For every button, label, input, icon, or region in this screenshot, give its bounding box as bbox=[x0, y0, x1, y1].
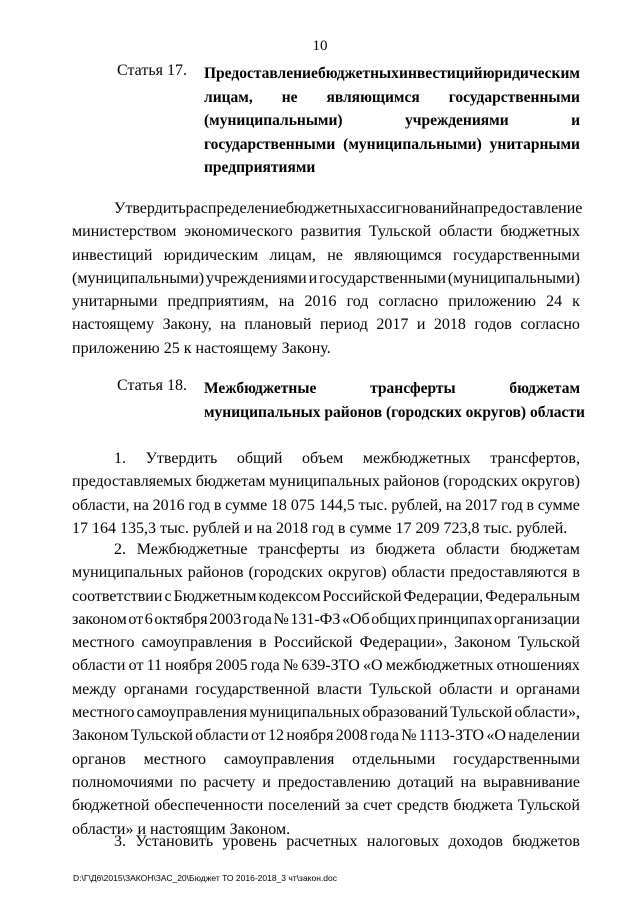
article-17-paragraph bbox=[72, 197, 583, 360]
word: на bbox=[460, 773, 477, 791]
word: учреждениями bbox=[206, 269, 307, 287]
text-line bbox=[204, 156, 580, 180]
word: бюджета bbox=[375, 541, 436, 558]
file-path-footer: D:\Г\Д6\2015\ЗАКОН\ЗАС_20\Бюджет ТО 2016-2018_3 чт\закон.doc bbox=[73, 873, 337, 883]
word: общих bbox=[371, 610, 417, 628]
word: унитарными bbox=[72, 293, 158, 311]
word: области bbox=[445, 541, 500, 558]
text-line bbox=[72, 220, 580, 243]
word: области bbox=[72, 657, 126, 675]
word: (городских bbox=[248, 564, 324, 582]
text-line bbox=[72, 654, 580, 677]
word: тыс. bbox=[358, 496, 388, 514]
page-number: 10 bbox=[312, 38, 328, 54]
text-line bbox=[72, 447, 580, 470]
word: Межбюджетные bbox=[136, 541, 248, 558]
word: доходов bbox=[448, 833, 503, 850]
word: власти bbox=[316, 680, 362, 698]
word: Межбюджетные bbox=[204, 380, 317, 397]
word: «О bbox=[362, 657, 383, 675]
text-line bbox=[72, 561, 580, 584]
word: от bbox=[250, 727, 266, 745]
text-line bbox=[72, 313, 580, 336]
word: общий bbox=[236, 450, 283, 467]
word: 11 bbox=[146, 657, 163, 675]
text-line bbox=[72, 830, 580, 853]
text-line bbox=[72, 724, 580, 747]
word: от bbox=[128, 657, 144, 675]
word: в bbox=[259, 634, 267, 652]
word: бюджетной bbox=[72, 797, 150, 815]
word: 2003 bbox=[209, 610, 242, 628]
word: 2016 bbox=[152, 496, 185, 514]
word: средств bbox=[396, 797, 449, 815]
word: настоящему bbox=[72, 316, 155, 334]
word: в bbox=[213, 496, 222, 514]
word: лицам, bbox=[204, 88, 253, 106]
word: согласно bbox=[378, 293, 439, 311]
word: предоставлению bbox=[277, 773, 391, 791]
word: ноября bbox=[286, 727, 334, 745]
word: бюджетов bbox=[512, 833, 580, 850]
word: и bbox=[262, 773, 271, 791]
word: предоставляются bbox=[449, 564, 568, 582]
word: 6 bbox=[144, 610, 153, 628]
word: муниципальных bbox=[269, 473, 380, 491]
word: Бюджетным bbox=[173, 587, 257, 605]
word: бюджетных bbox=[500, 223, 580, 241]
text-line bbox=[72, 748, 580, 771]
article-18-heading bbox=[204, 377, 585, 424]
word: ноября bbox=[165, 657, 213, 675]
text-line bbox=[72, 517, 580, 540]
text-line bbox=[72, 701, 580, 724]
word: муниципальных bbox=[72, 564, 183, 582]
word: Установить bbox=[135, 833, 214, 850]
word: предприятиям, bbox=[167, 293, 269, 311]
word: приложению 25 к настоящему Закону. bbox=[72, 339, 331, 357]
word: год bbox=[346, 293, 369, 311]
word: и bbox=[571, 112, 580, 129]
word: государственными bbox=[204, 135, 336, 153]
word: 24 bbox=[546, 293, 563, 311]
word: года bbox=[242, 610, 272, 628]
text-line bbox=[72, 794, 580, 817]
word: ассигнований bbox=[365, 200, 459, 217]
word: 2017 bbox=[376, 316, 409, 334]
word: Законом bbox=[454, 634, 511, 652]
word: юридическим bbox=[482, 65, 580, 82]
word: (городских bbox=[443, 473, 518, 491]
word: сумме bbox=[225, 496, 268, 514]
word: поселений bbox=[268, 797, 341, 815]
word: области bbox=[438, 223, 493, 241]
text-line bbox=[204, 86, 580, 110]
article-18-label: Статья 18. bbox=[117, 377, 187, 394]
word: бюджетам bbox=[509, 380, 580, 397]
word: уровень bbox=[222, 833, 277, 850]
word: округов) bbox=[327, 564, 387, 582]
word: области bbox=[439, 680, 493, 698]
word: предприятиями bbox=[204, 159, 316, 176]
word: сумме bbox=[537, 496, 580, 514]
word: 1113-ЗТО bbox=[418, 727, 485, 745]
word: Тульской bbox=[517, 797, 580, 815]
word: области» и настоящим Законом. bbox=[72, 820, 291, 838]
article-18-paragraph-1 bbox=[72, 447, 580, 540]
word: 17 164 135,3 тыс. рублей и на 2018 год в сумме 17 209 723,8 тыс. рублей. bbox=[72, 519, 568, 537]
word: принципах bbox=[417, 610, 493, 628]
word: кодексом bbox=[258, 587, 321, 605]
text-line bbox=[72, 631, 580, 654]
word: органов bbox=[72, 750, 126, 768]
word: учреждениями bbox=[404, 112, 509, 129]
word: Тульской bbox=[369, 680, 432, 698]
word: Закону, bbox=[162, 316, 212, 334]
text-line bbox=[72, 267, 580, 290]
word: бюджета bbox=[453, 797, 514, 815]
word: 131-ФЗ bbox=[290, 610, 341, 628]
word: муниципальных районов (городских округов) области bbox=[204, 403, 585, 421]
word: государственными bbox=[319, 269, 446, 287]
text-line bbox=[204, 109, 580, 133]
word: к bbox=[572, 293, 580, 311]
word: за bbox=[345, 797, 359, 815]
word: расчету bbox=[203, 773, 256, 791]
word: бюджетам bbox=[510, 541, 580, 558]
word: Российской bbox=[322, 587, 402, 605]
word: 2018 bbox=[433, 316, 466, 334]
word: 2008 bbox=[335, 727, 368, 745]
word: 1. bbox=[114, 450, 126, 467]
word: Тульской bbox=[450, 704, 513, 722]
word: год bbox=[188, 496, 211, 514]
word: 639-ЗТО bbox=[301, 657, 360, 675]
word: дотаций bbox=[397, 773, 454, 791]
text-line bbox=[204, 62, 580, 86]
text-line bbox=[72, 244, 580, 267]
word: государственными bbox=[453, 750, 580, 768]
word: обеспеченности bbox=[154, 797, 264, 815]
word: 3. bbox=[114, 833, 126, 850]
word: 12 bbox=[268, 727, 285, 745]
article-17-label: Статья 17. bbox=[117, 62, 187, 79]
word: области», bbox=[514, 704, 580, 722]
word: области, bbox=[72, 496, 130, 514]
word: области bbox=[391, 564, 446, 582]
word: местного bbox=[72, 704, 135, 722]
text-line bbox=[72, 608, 580, 631]
text-line bbox=[72, 678, 580, 701]
word: и bbox=[499, 680, 509, 698]
text-line bbox=[72, 585, 580, 608]
word: районов bbox=[187, 564, 244, 582]
word: года bbox=[250, 657, 280, 675]
word: округов) bbox=[521, 473, 580, 491]
word: соответствии bbox=[72, 587, 163, 605]
text-line bbox=[72, 771, 580, 794]
word: межбюджетных bbox=[385, 657, 494, 675]
word: между bbox=[72, 680, 117, 698]
word: приложению bbox=[448, 293, 536, 311]
word: лицам, bbox=[269, 246, 316, 264]
word: в bbox=[572, 564, 580, 582]
word: Федерации, bbox=[403, 587, 484, 605]
word: экономического bbox=[184, 223, 293, 241]
word: (муниципальными) bbox=[204, 112, 343, 129]
word: муниципальных bbox=[249, 704, 361, 722]
word: межбюджетных bbox=[362, 450, 471, 467]
word: Федеральным bbox=[485, 587, 580, 605]
word: предоставление bbox=[474, 200, 583, 217]
word: (муниципальными) bbox=[72, 269, 205, 287]
word: трансферты bbox=[258, 541, 340, 558]
word: являющимся bbox=[326, 88, 420, 106]
word: 2. bbox=[114, 541, 126, 558]
word: Предоставление bbox=[204, 65, 318, 82]
word: инвестиций bbox=[72, 246, 153, 264]
word: на bbox=[133, 496, 149, 514]
word: являющимся bbox=[354, 246, 442, 264]
text-line bbox=[204, 401, 585, 425]
word: на bbox=[278, 293, 295, 311]
text-line bbox=[72, 494, 580, 517]
word: наделении bbox=[508, 727, 580, 745]
text-line bbox=[72, 337, 580, 360]
word: года bbox=[370, 727, 399, 745]
word: «Об bbox=[341, 610, 370, 628]
word: унитарными bbox=[489, 135, 580, 153]
word: согласно bbox=[520, 316, 580, 334]
text-line bbox=[72, 197, 583, 220]
word: на bbox=[445, 496, 462, 514]
article-17-heading bbox=[204, 62, 580, 180]
word: Законом bbox=[72, 727, 129, 745]
word: предоставляемых bbox=[72, 473, 193, 491]
word: на bbox=[220, 316, 236, 334]
word: полномочиями bbox=[72, 773, 173, 791]
word: самоуправления bbox=[141, 634, 253, 652]
word: государственными bbox=[448, 88, 580, 106]
word: развития bbox=[300, 223, 362, 241]
word: период bbox=[319, 316, 368, 334]
word: № bbox=[282, 657, 299, 675]
word: государственной bbox=[195, 680, 310, 698]
word: районов bbox=[383, 473, 440, 491]
word: Тульской bbox=[130, 727, 193, 745]
word: выравнивание bbox=[483, 773, 580, 791]
word: рублей, bbox=[391, 496, 443, 514]
word: инвестиций bbox=[399, 65, 483, 82]
word: области bbox=[195, 727, 249, 745]
word: самоуправления bbox=[136, 704, 248, 722]
word: с bbox=[164, 587, 172, 605]
word: организации bbox=[494, 610, 580, 628]
word: (муниципальными) bbox=[343, 135, 482, 153]
word: государственными bbox=[453, 246, 580, 264]
word: плановый bbox=[244, 316, 312, 334]
word: Тульской bbox=[368, 223, 432, 241]
word: налоговых bbox=[366, 833, 440, 850]
word: счет bbox=[363, 797, 393, 815]
word: (муниципальными) bbox=[447, 269, 580, 287]
word: на bbox=[458, 200, 475, 217]
word: № bbox=[401, 727, 417, 745]
text-line bbox=[72, 470, 580, 493]
word: министерством bbox=[72, 223, 177, 241]
word: отношениях bbox=[496, 657, 580, 675]
word: Тульской bbox=[517, 634, 580, 652]
word: не bbox=[281, 88, 298, 106]
word: год bbox=[500, 496, 523, 514]
word: расчетных bbox=[286, 833, 358, 850]
word: бюджетных bbox=[318, 65, 399, 82]
word: юридическим bbox=[163, 246, 259, 264]
word: бюджетных bbox=[285, 200, 366, 217]
word: по bbox=[179, 773, 197, 791]
word: октября bbox=[154, 610, 208, 628]
word: 2017 bbox=[465, 496, 498, 514]
word: Утвердить bbox=[145, 450, 218, 467]
word: 2016 bbox=[304, 293, 337, 311]
word: Российской bbox=[273, 634, 353, 652]
word: местного bbox=[143, 750, 207, 768]
word: органами bbox=[123, 680, 188, 698]
word: Федерации», bbox=[359, 634, 448, 652]
word: № bbox=[273, 610, 289, 628]
article-18-paragraph-2 bbox=[72, 538, 580, 841]
word: и bbox=[308, 269, 318, 287]
text-line bbox=[204, 133, 580, 157]
word: отдельными bbox=[352, 750, 436, 768]
word: из bbox=[350, 541, 365, 558]
word: законом bbox=[72, 610, 127, 628]
word: распределение bbox=[185, 200, 286, 217]
word: образований bbox=[362, 704, 448, 722]
word: местного bbox=[72, 634, 135, 652]
word: и bbox=[416, 316, 426, 334]
word: годов bbox=[474, 316, 512, 334]
article-18-paragraph-3 bbox=[72, 830, 580, 853]
word: «О bbox=[486, 727, 506, 745]
word: 18 075 144,5 bbox=[270, 496, 355, 514]
word: Утвердить bbox=[114, 200, 186, 217]
word: самоуправления bbox=[223, 750, 335, 768]
word: 2005 bbox=[215, 657, 248, 675]
text-line bbox=[72, 290, 580, 313]
word: бюджетам bbox=[195, 473, 266, 491]
word: органами bbox=[515, 680, 580, 698]
word: объем bbox=[302, 450, 344, 467]
text-line bbox=[72, 538, 580, 561]
word: от bbox=[128, 610, 144, 628]
word: в bbox=[526, 496, 535, 514]
text-line bbox=[204, 377, 580, 401]
word: не bbox=[327, 246, 343, 264]
word: трансфертов, bbox=[490, 450, 580, 467]
word: трансферты bbox=[370, 380, 456, 397]
